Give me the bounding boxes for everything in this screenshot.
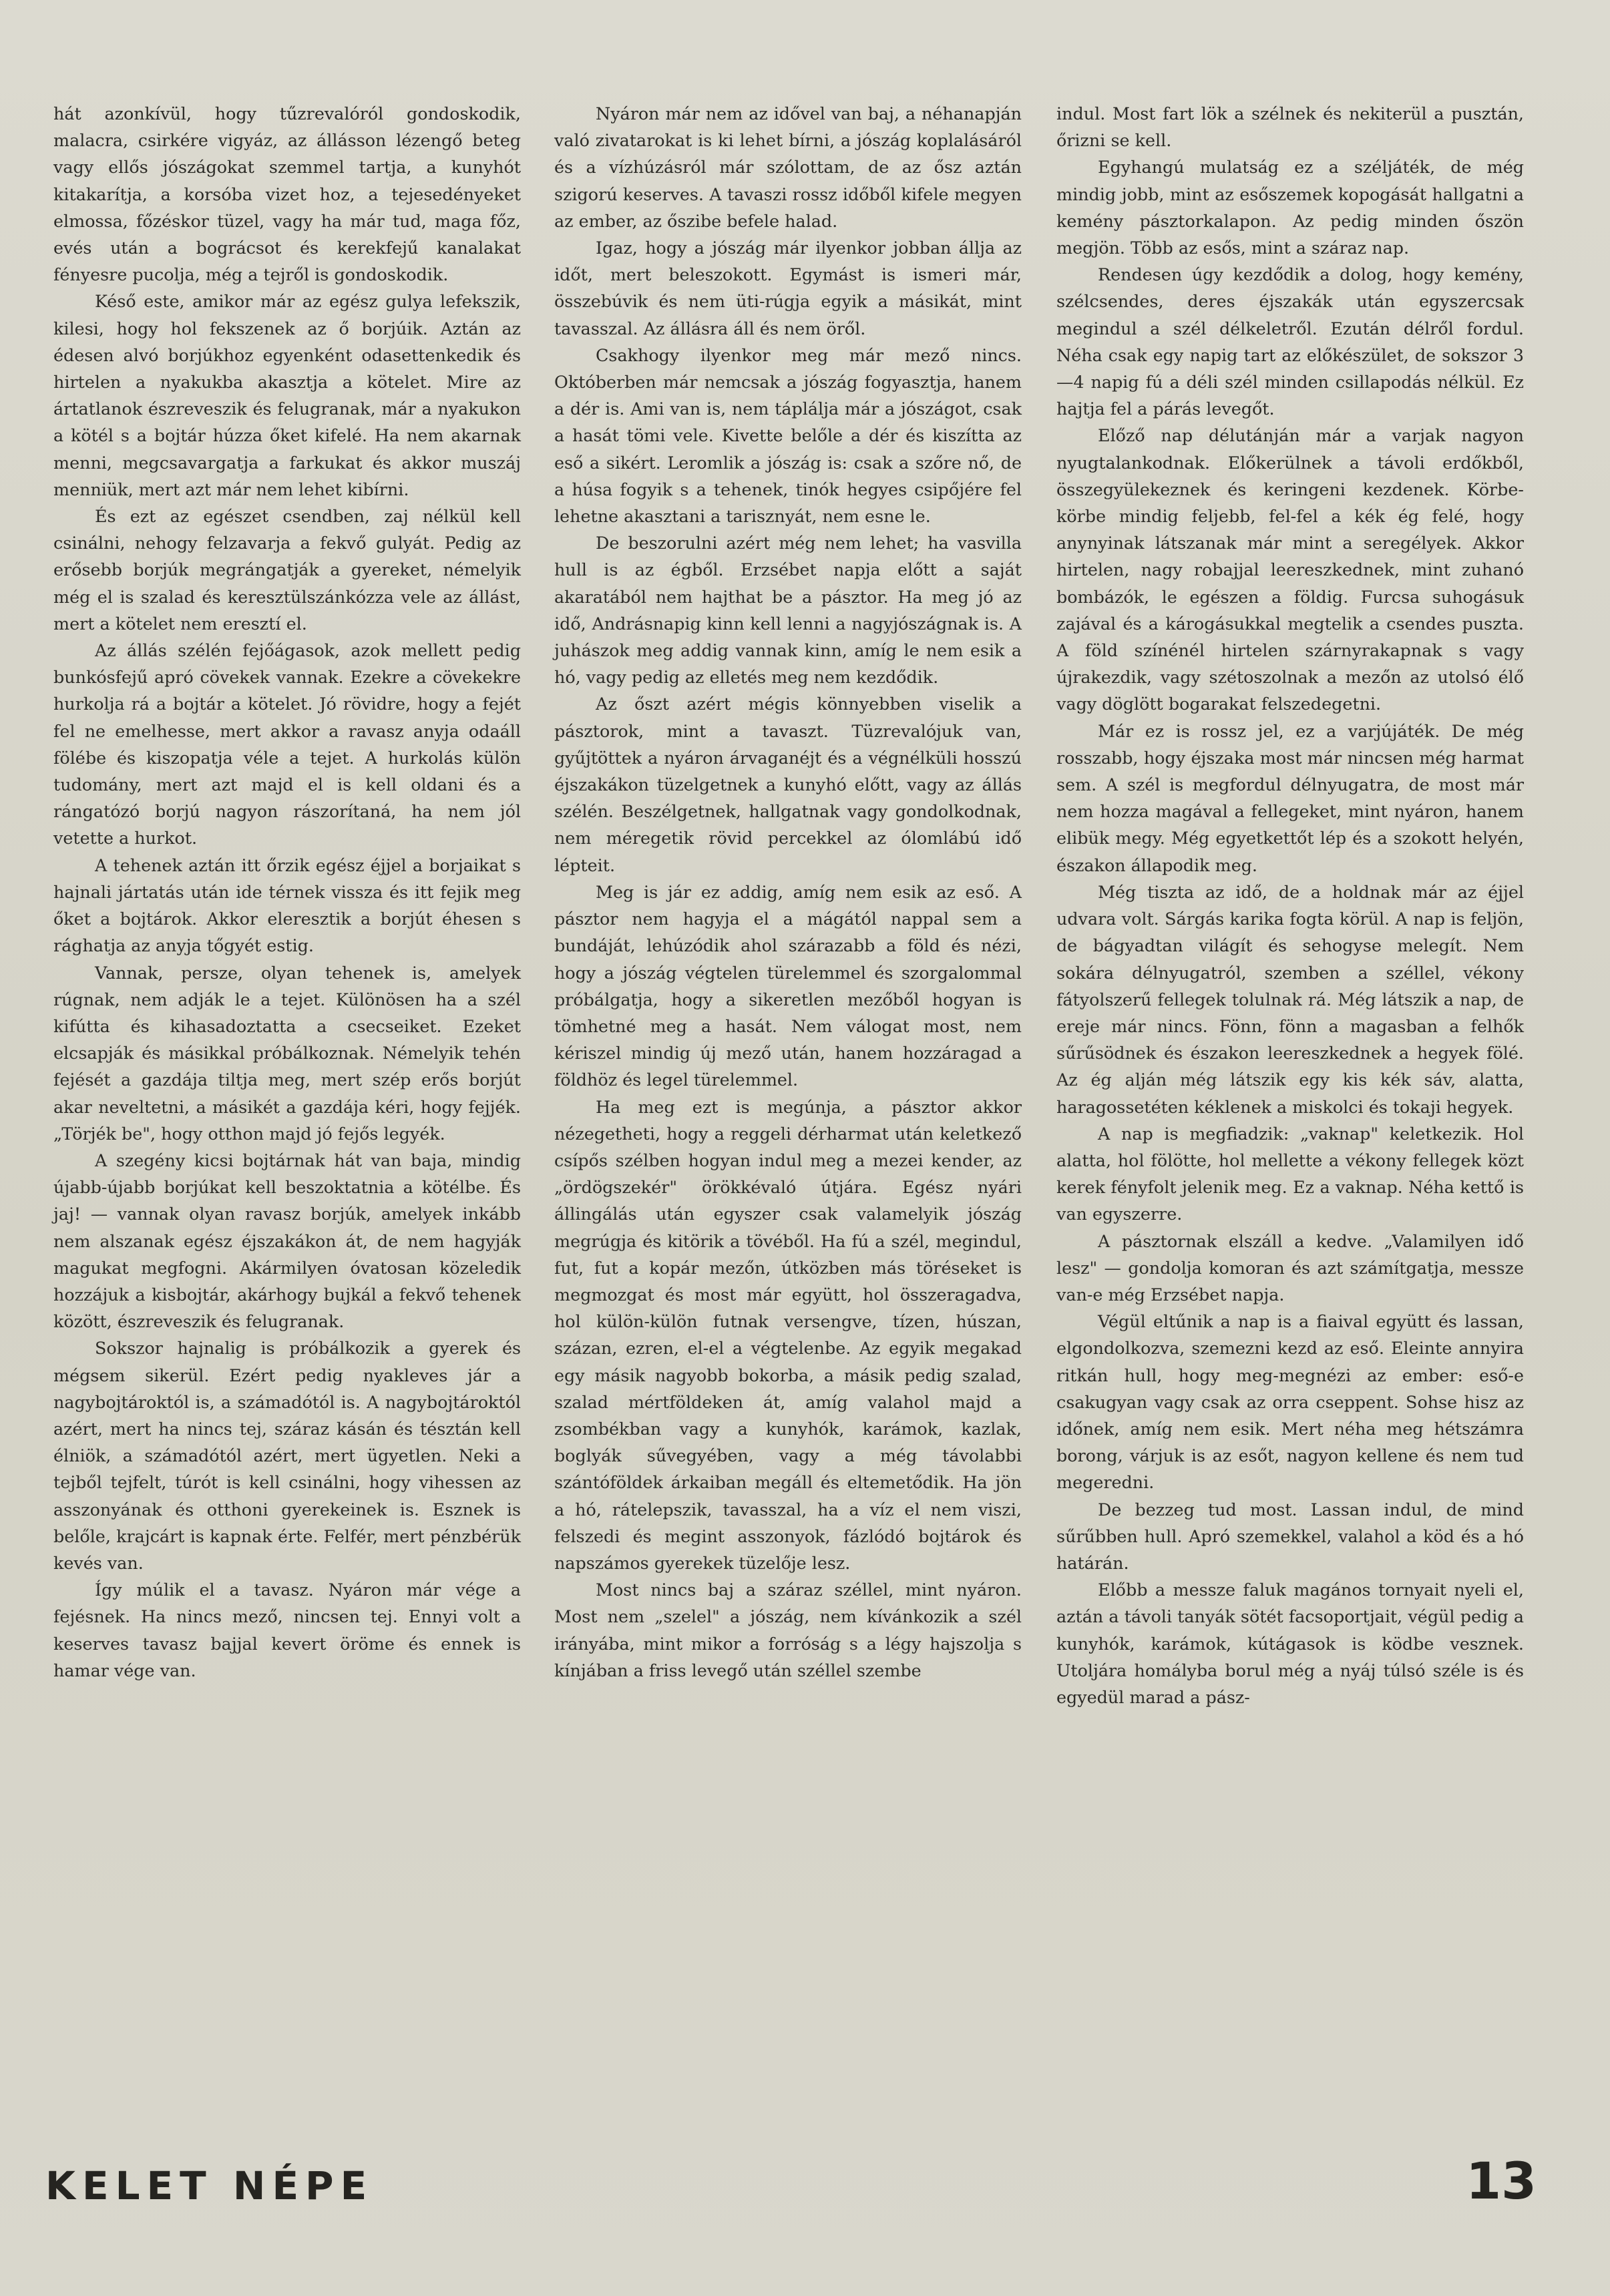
paragraph: Nyáron már nem az idővel van baj, a néhanapján való zivatarokat is ki lehet bírni, a jószág koplalásáról és a vízhúzásról már szólottam, de az ősz aztán szigorú keserves. A tavaszi rossz időből kifele megyen az ember, az őszibe befele halad.: [554, 103, 1022, 231]
paragraph: De beszorulni azért még nem lehet; ha vasvilla hull is az égből. Erzsébet napja előtt a saját akaratából nem hajthat be a pásztor. Ha meg jó az idő, Andrásnapig kinn kell lenni a nagyjószágnak is. A juhászok meg addig vannak kinn, amíg le nem esik a hó, vagy pedig az elletés meg nem kezdődik.: [554, 533, 1022, 688]
paragraph: Igaz, hogy a jószág már ilyenkor jobban állja az időt, mert beleszokott. Egymást is ismeri már, összebúvik és nem üti-rúgja egyik a másikát, mint tavasszal. Az állásra áll és nem öről.: [554, 238, 1022, 338]
paragraph: És ezt az egészet csendben, zaj nélkül kell csinálni, nehogy felzavarja a fekvő gulyát. Pedig az erősebb borjúk megrángatják a gyereket, némelyik még el is szalad és keresztülszánkózza vele az állást, mert a kötelet nem eresztí el.: [53, 506, 521, 634]
paragraph: Előbb a messze faluk magános tornyait nyeli el, aztán a távoli tanyák sötét facsoportjait, végül pedig a kunyhók, karámok, kútágasok is ködbe vesznek. Utoljára homályba borul még a nyáj túlsó széle is és egyedül marad a pász-: [1056, 1580, 1524, 1707]
paragraph: Rendesen úgy kezdődik a dolog, hogy kemény, szélcsendes, deres éjszakák után egyszercsak megindul a szél délkeletről. Ezután délről fordul. Néha csak egy napig tart az előkészület, de sokszor 3—4 napig fú a déli szél minden csillapodás nélkül. Ez hajtja fel a párás levegőt.: [1056, 264, 1524, 419]
paragraph: hát azonkívül, hogy tűzrevalóról gondoskodik, malacra, csirkére vigyáz, az állásson lézengő beteg vagy ellős jószágokat szemmel tartja, a kunyhót kitakarítja, a korsóba vizet hoz, a tejesedényeket elmossa, főzéskor tüzel, vagy ha már tud, maga főz, evés után a bográcsot és kerekfejű kanalakat fényesre pucolja, még a tejről is gondoskodik.: [53, 103, 521, 285]
paragraph: Egyhangú mulatság ez a széljáték, de még mindig jobb, mint az esőszemek kopogását hallgatni a kemény pásztorkalapon. Az pedig minden őszön megjön. Több az esős, mint a száraz nap.: [1056, 157, 1524, 258]
paragraph: Még tiszta az idő, de a holdnak már az éjjel udvara volt. Sárgás karika fogta körül. A nap is feljön, de bágyadtan világít és sehogyse melegít. Nem sokára délnyugatról, szemben a széllel, vékony fátyolszerű fellegek tolulnak rá. Még látszik a nap, de ereje már nincs. Fönn, fönn a magasban a felhők sűrűsödnek és északon leereszkednek a hegyek fölé. Az ég alján még látszik egy kis kék sáv, alatta, haragossetéten kéklenek a miskolci és tokaji hegyek.: [1056, 881, 1524, 1117]
paragraph: Így múlik el a tavasz. Nyáron már vége a fejésnek. Ha nincs mező, nincsen tej. Ennyi volt a keserves tavasz bajjal kevert öröme és ennek is hamar vége van.: [53, 1580, 521, 1680]
paragraph: A nap is megfiadzik: „vaknap" keletkezik. Hol alatta, hol fölötte, hol mellette a vékony fellegek közt kerek fényfolt jelenik meg. Ez a vaknap. Néha kettő is van egyszerre.: [1056, 1123, 1524, 1224]
paragraph: Most nincs baj a száraz széllel, mint nyáron. Most nem „szelel" a jószág, nem kívánkozik a szél irányába, mint mikor a forróság s a légy hajszolja s kínjában a friss levegő után széllel szembe: [554, 1580, 1022, 1680]
paragraph: A szegény kicsi bojtárnak hát van baja, mindig újabb-újabb borjúkat kell beszoktatnia a kötélbe. És jaj! — vannak olyan ravasz borjúk, amelyek inkább nem alszanak egész éjszakákon át, de nem hagyják magukat megfogni. Akármilyen óvatosan közeledik hozzájuk a kisbojtár, akárhogy bujkál a fekvő tehenek között, észreveszik és felugranak.: [53, 1150, 521, 1332]
magazine-title: KELET NÉPE: [45, 2163, 374, 2209]
paragraph: Az őszt azért mégis könnyebben viselik a pásztorok, mint a tavaszt. Tüzrevalójuk van, gyűjtöttek a nyáron árvaganéjt és a végnélküli hosszú éjszakákon tüzelgetnek a kunyhó előtt, vagy az állás szélén. Beszélgetnek, hallgatnak vagy gondolkodnak, nem méregetik rövid percekkel az ólomlábú idő lépteit.: [554, 694, 1022, 875]
paragraph: Sokszor hajnalig is próbálkozik a gyerek és mégsem sikerül. Ezért pedig nyakleves jár a nagybojtároktól is, a számadótól is. A nagybojtároktól azért, mert ha nincs tej, száraz kásán és tésztán kell élniök, a számadótól azért, mert ügyetlen. Neki a tejből tejfelt, túrót is kell csinálni, hogy vihessen az asszonyának és otthoni gyerekeinek is. Esznek is belőle, krajcárt is kapnak érte. Felfér, mert pénzbérük kevés van.: [53, 1338, 521, 1573]
paragraph: indul. Most fart lök a szélnek és nekiterül a pusztán, őrizni se kell.: [1056, 103, 1524, 151]
paragraph: Vannak, persze, olyan tehenek is, amelyek rúgnak, nem adják le a tejet. Különösen ha a szél kifútta és kihasadoztatta a csecseiket. Ezeket elcsapják és másikkal próbálkoznak. Némelyik tehén fejését a gazdája tiltja meg, mert szép erős borjút akar neveltetni, a másikét a gazdája kéri, hogy fejjék. „Törjék be", hogy otthon majd jó fejős legyék.: [53, 962, 521, 1144]
text-column-3: [1056, 100, 1524, 1710]
paragraph: Az állás szélén fejőágasok, azok mellett pedig bunkósfejű apró cövekek vannak. Ezekre a cövekekre hurkolja rá a bojtár a kötelet. Jó rövidre, hogy a fejét fel ne emelhesse, mert akkor a ravasz anyja odaáll fölébe és kiszopatja véle a tejet. A hurkolás külön tudomány, mert azt majd el is kell oldani és a rángatózó borjú nagyon rászorítaná, ha nem jól vetette a hurkot.: [53, 640, 521, 849]
paragraph: Már ez is rossz jel, ez a varjújáték. De még rosszabb, hogy éjszaka most már nincsen még harmat sem. A szél is megfordul délnyugatra, de most már nem hozza magával a fellegeket, mint nyáron, hanem elibük megy. Még egyetkettőt lép és a szokott helyén, északon állapodik meg.: [1056, 720, 1524, 875]
paragraph: Meg is jár ez addig, amíg nem esik az eső. A pásztor nem hagyja el a mágától nappal sem a bundáját, lehúzódik ahol szárazabb a föld és nézi, hogy a jószág végtelen türelemmel és szorgalommal próbálgatja, hogy a sikeretlen mezőből hogyan is tömhetné meg a hasát. Nem válogat most, nem kériszel mindig új mező után, hanem hozzáragad a földhöz és legel türelemmel.: [554, 881, 1022, 1090]
text-column-2: [554, 100, 1022, 1684]
paragraph: Késő este, amikor már az egész gulya lefekszik, kilesi, hogy hol fekszenek az ő borjúik. Aztán az édesen alvó borjúkhoz egyenként odasettenkedik és hirtelen a nyakukba akasztja a kötelet. Mire az ártatlanok észreveszik és felugranak, már a nyakukon a kötél s a bojtár húzza őket kifelé. Ha nem akarnak menni, megcsavargatja a farkukat és akkor muszáj menniük, mert azt már nem lehet kibírni.: [53, 291, 521, 499]
paragraph: De bezzeg tud most. Lassan indul, de mind sűrűbben hull. Apró szemekkel, valahol a köd és a hó határán.: [1056, 1499, 1524, 1573]
paragraph: Előző nap délutánján már a varjak nagyon nyugtalankodnak. Előkerülnek a távoli erdőkből, összegyülekeznek és keringeni kezdenek. Körbe-körbe mindig feljebb, fel-fel a kék ég felé, hogy anynyinak látszanak már mint a seregélyek. Akkor hirtelen, nagy robajjal leereszkednek, mint zuhanó bombázók, le egészen a földig. Furcsa suhogásuk zajával és a károgásukkal megtelik a csendes puszta. A föld színénél hirtelen szárnyrakapnak s vagy újrakezdik, vagy szétoszolnak a mezőn az utolsó élő vagy döglött bogarakat felszedegetni.: [1056, 425, 1524, 714]
paragraph: Ha meg ezt is megúnja, a pásztor akkor nézegetheti, hogy a reggeli dérharmat után keletkező csípős szélben hogyan indul meg a mezei kender, az „ördögszekér" örökkévaló útjára. Egész nyári állingálás után egyszer csak valamelyik jószág megrúgja és kitörik a tövéből. Ha fú a szél, megindul, fut, fut a kopár mezőn, útközben más töréseket is megmozgat és most már együtt, hol összeragadva, hol külön-külön futnak versengve, tízen, húszan, százan, ezren, el-el a végtelenbe. Az egyik megakad egy másik nagyobb bokorba, a másik pedig szalad, szalad mértföldeken át, amíg valahol majd a zsombékban vagy a kunyhók, karámok, kazlak, boglyák sűvegyében, vagy a még távolabbi szántóföldek árkaiban megáll és eltemetődik. Ha jön a hó, rátelepszik, tavasszal, ha a víz el nem viszi, felszedi és megint asszonyok, fázlódó bojtárok és napszámos gyerekek tüzelője lesz.: [554, 1096, 1022, 1573]
page-number: 13: [1466, 2151, 1537, 2211]
paragraph: Csakhogy ilyenkor meg már mező nincs. Októberben már nemcsak a jószág fogyasztja, hanem a dér is. Ami van is, nem táplálja már a jószágot, csak a hasát tömi vele. Kivette belőle a dér és kiszítta az eső a sikért. Leromlik a jószág is: csak a szőre nő, de a húsa fogyik s a tehenek, tinók hegyes csipőjére fel lehetne akasztani a tarisznyát, nem esne le.: [554, 345, 1022, 527]
paragraph: A tehenek aztán itt őrzik egész éjjel a borjaikat s hajnali jártatás után ide térnek vissza és itt fejik meg őket a bojtárok. Akkor eleresztik a borjút éhesen s rághatja az anyja tőgyét estig.: [53, 855, 521, 956]
text-column-1: [53, 100, 521, 1684]
paragraph: A pásztornak elszáll a kedve. „Valamilyen idő lesz" — gondolja komoran és azt számítgatja, messze van-e még Erzsébet napja.: [1056, 1230, 1524, 1305]
paragraph: Végül eltűnik a nap is a fiaival együtt és lassan, elgondolkozva, szemezni kezd az eső. Eleinte annyira ritkán hull, hogy meg-megnézi az ember: eső-e csakugyan vagy csak az orra cseppent. Sohse hisz az időnek, amíg nem esik. Mert néha meg hétszámra borong, várjuk is az esőt, nagyon kellene és nem tud megeredni.: [1056, 1311, 1524, 1493]
